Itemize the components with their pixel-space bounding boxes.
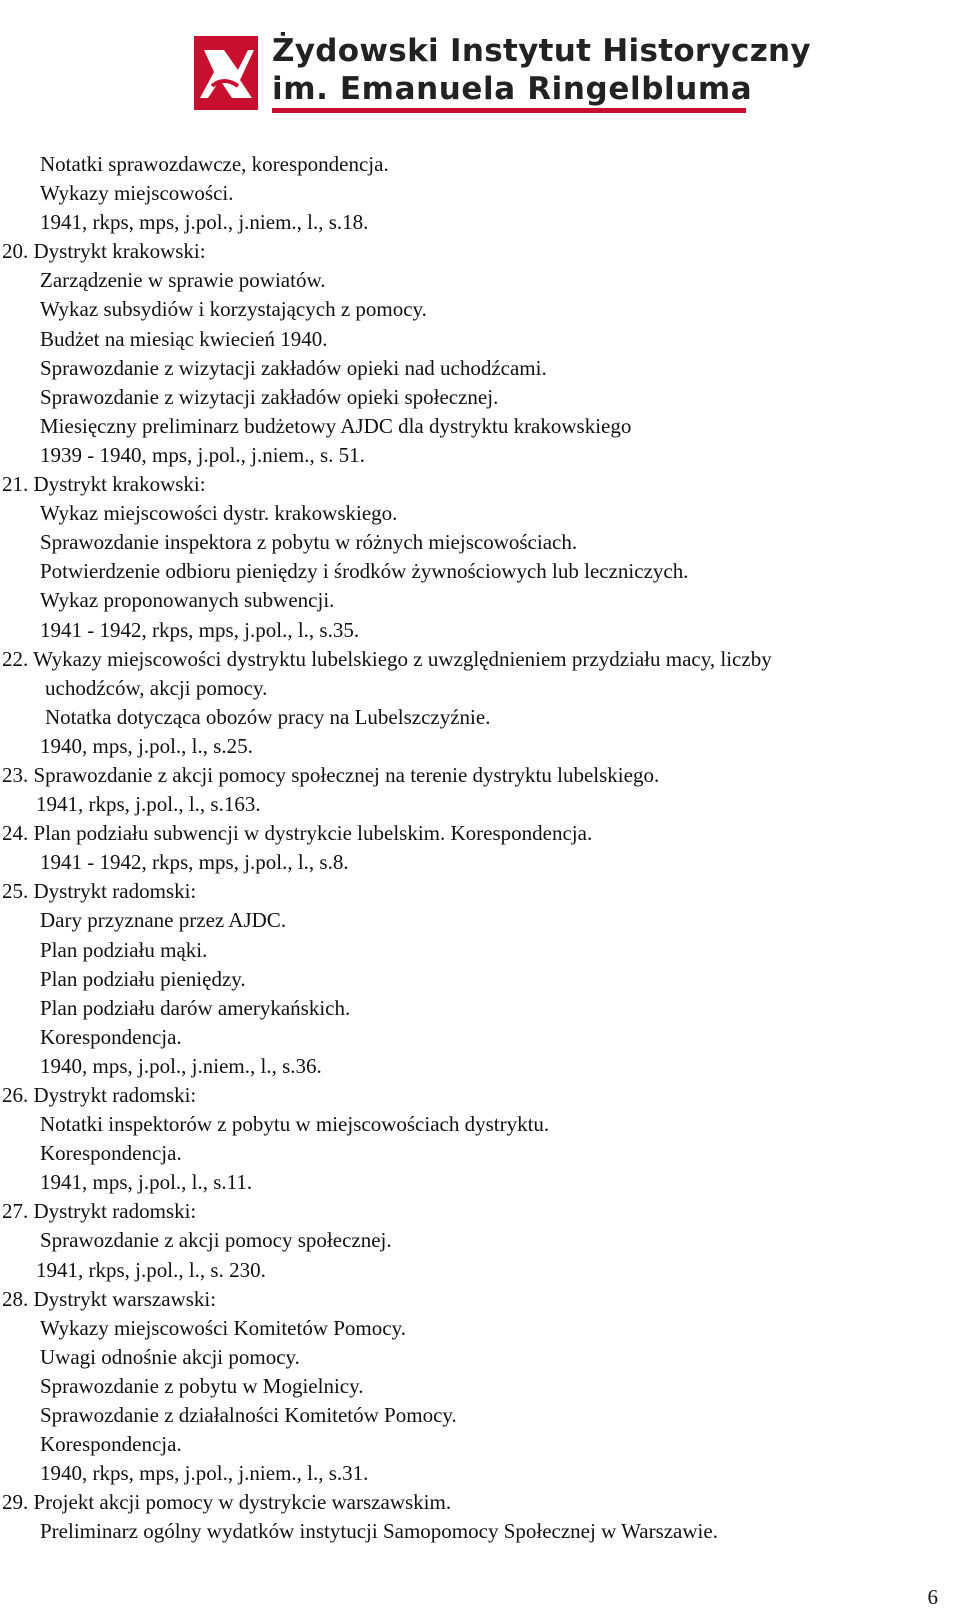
institute-name-line1: Żydowski Instytut Historyczny [272,33,811,69]
catalog-entry-heading: 23. Sprawozdanie z akcji pomocy społecznej na terenie dystryktu lubelskiego. [2,762,660,787]
catalog-entry-line: Notatki sprawozdawcze, korespondencja. [40,152,389,176]
catalog-entry-heading: 27. Dystrykt radomski: [2,1199,197,1224]
catalog-entry-line: Notatki inspektorów z pobytu w miejscowościach dystryktu. [40,1112,550,1137]
catalog-entry-line: 1941 - 1942, rkps, mps, j.pol., l., s.8. [40,850,349,875]
catalog-entry-line: Dary przyznane przez AJDC. [40,908,287,933]
catalog-entry-heading: 29. Projekt akcji pomocy w dystrykcie warszawskim. [2,1490,452,1515]
catalog-entry-line: Sprawozdanie z pobytu w Mogielnicy. [40,1373,364,1398]
catalog-entry-line: Wykaz miejscowości dystr. krakowskiego. [40,501,398,526]
catalog-entry-line: Miesięczny preliminarz budżetowy AJDC dla dystryktu krakowskiego [40,413,632,438]
catalog-entry-heading: 24. Plan podziału subwencji w dystrykcie lubelskim. Korespondencja. [2,821,593,846]
catalog-entry-line: 1940, mps, j.pol., j.niem., l., s.36. [40,1053,322,1078]
institute-header [194,28,811,120]
catalog-entry-line: 1939 - 1940, mps, j.pol., j.niem., s. 51. [40,442,365,467]
catalog-entry-line: Wykazy miejscowości. [40,181,234,206]
catalog-entry-line: Plan podziału mąki. [40,937,208,962]
catalog-entry-heading: 22. Wykazy miejscowości dystryktu lubelskiego z uwzględnieniem przydziału macy, liczby [2,646,772,671]
catalog-entry-heading: 28. Dystrykt warszawski: [2,1286,217,1311]
catalog-entry-line: 1941, rkps, j.pol., l., s.163. [36,792,261,817]
catalog-entry-line: 1941 - 1942, rkps, mps, j.pol., l., s.35. [40,617,360,642]
catalog-entry-heading: 20. Dystrykt krakowski: [2,239,206,264]
page-number: 6 [927,1585,938,1609]
catalog-entry-line: Plan podziału pieniędzy. [40,966,246,991]
catalog-entry-line: Wykaz subsydiów i korzystających z pomocy. [40,297,427,322]
catalog-entry-line: Sprawozdanie inspektora z pobytu w różnych miejscowościach. [40,530,578,555]
catalog-entry-line: 1940, rkps, mps, j.pol., j.niem., l., s.31. [40,1461,369,1486]
catalog-entry-line: Sprawozdanie z akcji pomocy społecznej. [40,1228,392,1253]
catalog-entry-heading: 25. Dystrykt radomski: [2,879,197,904]
catalog-entry-line: Korespondencja. [40,1432,182,1457]
catalog-entry-line: uchodźców, akcji pomocy. [45,675,268,700]
catalog-entry-line: 1941, rkps, j.pol., l., s. 230. [36,1257,266,1282]
catalog-entry-line: Preliminarz ogólny wydatków instytucji Samopomocy Społecznej w Warszawie. [40,1519,718,1544]
catalog-entry-line: Wykaz proponowanych subwencji. [40,588,335,613]
catalog-entry-heading: 21. Dystrykt krakowski: [2,472,206,497]
catalog-entry-line: Sprawozdanie z wizytacji zakładów opieki nad uchodźcami. [40,355,547,380]
catalog-entry-line: Korespondencja. [40,1024,182,1049]
catalog-entry-line: Sprawozdanie z działalności Komitetów Pomocy. [40,1403,457,1428]
institute-logo-icon [194,36,258,110]
institute-name-line2: im. Emanuela Ringelbluma [272,71,753,107]
catalog-entry-line: 1940, mps, j.pol., l., s.25. [40,733,253,758]
catalog-entry-line: Budżet na miesiąc kwiecień 1940. [40,326,328,351]
catalog-entry-line: Wykazy miejscowości Komitetów Pomocy. [40,1315,406,1340]
catalog-entry-line: Potwierdzenie odbioru pieniędzy i środków żywnościowych lub leczniczych. [40,559,689,584]
catalog-list [0,150,930,1547]
catalog-entry-heading: 26. Dystrykt radomski: [2,1083,197,1107]
catalog-entry-line: Plan podziału darów amerykańskich. [40,995,351,1020]
catalog-entry-line: Uwagi odnośnie akcji pomocy. [40,1344,300,1369]
catalog-entry-line: Korespondencja. [40,1141,182,1166]
catalog-entry-line: Zarządzenie w sprawie powiatów. [40,268,326,293]
catalog-entry-line: Sprawozdanie z wizytacji zakładów opieki społecznej. [40,384,499,409]
institute-name [272,32,811,108]
catalog-entry-line: 1941, rkps, mps, j.pol., j.niem., l., s.18. [40,210,369,235]
catalog-entry-line: Notatka dotycząca obozów pracy na Lubelszczyźnie. [45,704,491,729]
header-rule [272,108,746,113]
catalog-entry-line: 1941, mps, j.pol., l., s.11. [40,1170,253,1195]
